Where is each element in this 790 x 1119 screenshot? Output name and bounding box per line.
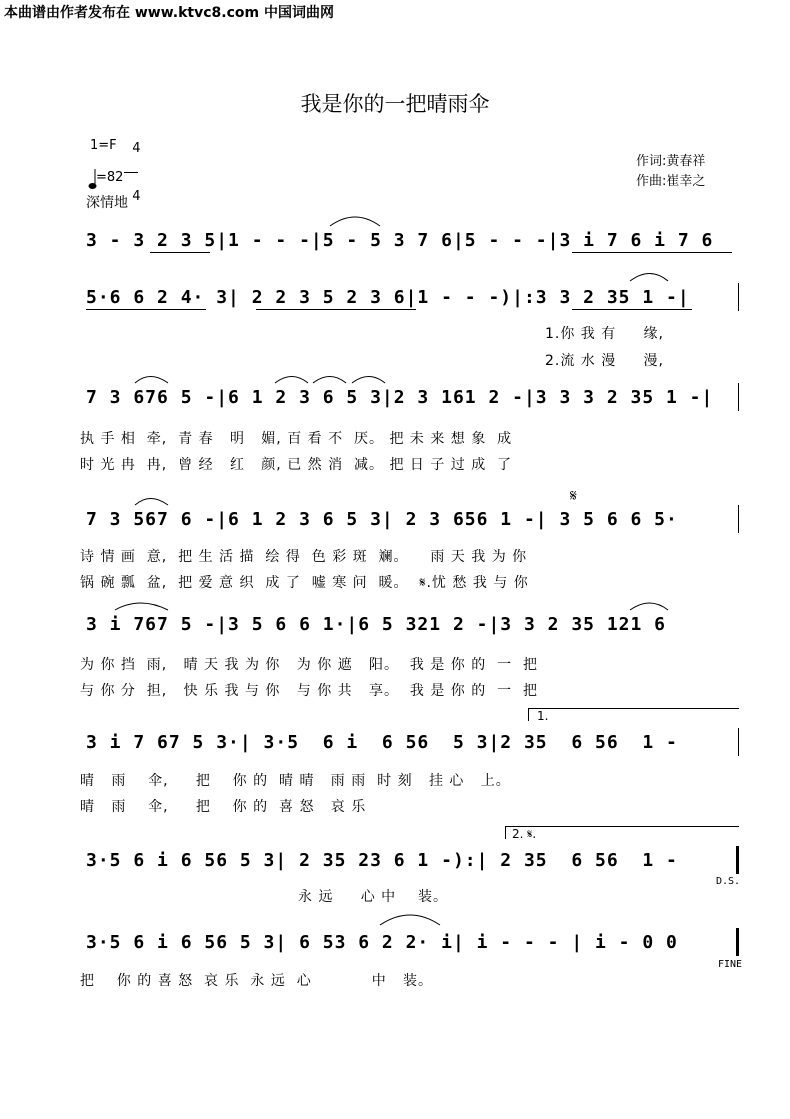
- slur-arc: [275, 377, 308, 384]
- beam-line: [572, 252, 732, 253]
- site-banner: 本曲谱由作者发布在 www.ktvc8.com 中国词曲网: [4, 5, 334, 21]
- lyric-row-6-verse-2: 晴 雨 伞, 把 你 的 喜 怒 哀 乐: [80, 799, 367, 815]
- lyric-row-6-verse-1: 晴 雨 伞, 把 你 的 晴 晴 雨 雨 时 刻 挂 心 上。: [80, 773, 511, 789]
- lyric-row-3-verse-1: 执 手 相 牵, 青 春 明 媚, 百 看 不 厌。 把 未 来 想 象 成: [80, 431, 513, 447]
- final-bar-line: [736, 846, 739, 874]
- notation-text: 3·5 6 i 6 56 5 3| 6 53 6 2 2· i| i - - - | i - 0 0: [86, 932, 678, 953]
- fine-mark: FINE: [718, 959, 743, 970]
- music-row-3: [80, 385, 740, 413]
- music-row-5: [80, 612, 740, 640]
- slur-arc: [115, 603, 168, 610]
- lyric-row-4-verse-1: 诗 情 画 意, 把 生 活 描 绘 得 色 彩 斑 斓。 雨 天 我 为 你: [80, 549, 528, 565]
- slur-arc: [135, 377, 168, 384]
- composer-credit: 作曲:崔幸之: [636, 174, 706, 189]
- final-bar-line: [736, 928, 739, 956]
- notation-text: 3·5 6 i 6 56 5 3| 2 35 23 6 1 -):| 2 35 6 56 1 -: [86, 850, 678, 871]
- lyric-intro-verse-2: 2.流 水 漫 漫,: [545, 353, 664, 369]
- bar-line: [738, 728, 739, 756]
- lyric-row-4-verse-2: 锅 碗 瓢 盆, 把 爱 意 织 成 了 嘘 寒 问 暖。 𝄋.忧 愁 我 与 你: [80, 575, 529, 591]
- expression-mark: 深情地: [86, 195, 128, 211]
- key-signature: 1=F: [90, 138, 117, 153]
- time-sig-bottom: 4: [132, 189, 141, 204]
- song-title: 我是你的一把晴雨伞: [300, 92, 490, 116]
- lyric-row-5-verse-1: 为 你 挡 雨, 晴 天 我 为 你 为 你 遮 阳。 我 是 你 的 一 把: [80, 657, 539, 673]
- slur-arc: [330, 217, 380, 226]
- slur-arc: [135, 499, 168, 506]
- beam-line: [86, 309, 206, 310]
- time-sig-top: 4: [132, 141, 141, 156]
- slur-arc: [380, 915, 440, 925]
- lyric-row-8: 把 你 的 喜 怒 哀 乐 永 远 心 中 装。: [80, 973, 434, 989]
- notation-text: 3 - 3 2 3 5|1 - - -|5 - 5 3 7 6|5 - - -|3 i 7 6 i 7 6: [86, 230, 714, 251]
- music-row-8: [80, 930, 740, 958]
- segno-sign: 𝄋: [570, 486, 577, 505]
- music-row-7: [80, 848, 740, 876]
- tempo-mark: =82: [96, 170, 124, 185]
- notation-text: 3 i 7 67 5 3·| 3·5 6 i 6 56 5 3|2 35 6 56 1 -: [86, 732, 678, 753]
- volta-2-label: 2. 𝄋.: [512, 827, 537, 841]
- volta-1-label: 1.: [537, 709, 549, 723]
- slur-arc: [352, 377, 385, 384]
- notation-text: 5·6 6 2 4· 3| 2 2 3 5 2 3 6|1 - - -)|:3 3 2 35 1 -|: [86, 287, 690, 308]
- lyric-row-5-verse-2: 与 你 分 担, 快 乐 我 与 你 与 你 共 享。 我 是 你 的 一 把: [80, 683, 539, 699]
- notation-text: 7 3 567 6 -|6 1 2 3 6 5 3| 2 3 656 1 -| 3 5 6 6 5·: [86, 509, 678, 530]
- slur-arc: [630, 603, 668, 610]
- music-row-4: [80, 507, 740, 535]
- notation-text: 7 3 676 5 -|6 1 2 3 6 5 3|2 3 161 2 -|3 3 3 2 35 1 -|: [86, 387, 714, 408]
- first-ending-bracket: [528, 708, 739, 721]
- lyric-row-7: 永 远 心 中 装。: [80, 889, 448, 905]
- bar-line: [738, 283, 739, 311]
- bar-line: [738, 383, 739, 411]
- slur-arc: [313, 377, 346, 384]
- ds-mark: D.S.: [716, 876, 741, 887]
- beam-line: [572, 309, 692, 310]
- slur-arc: [630, 274, 668, 282]
- time-sig-line: [124, 172, 138, 173]
- lyricist-credit: 作词:黄春祥: [636, 154, 706, 169]
- bar-line: [738, 505, 739, 533]
- lyric-row-3-verse-2: 时 光 冉 冉, 曾 经 红 颜, 已 然 消 减。 把 日 子 过 成 了: [80, 457, 513, 473]
- beam-line: [256, 309, 416, 310]
- beam-line: [150, 252, 210, 253]
- notation-text: 3 i 767 5 -|3 5 6 6 1·|6 5 321 2 -|3 3 2 35 121 6: [86, 614, 667, 635]
- second-ending-bracket: [505, 826, 739, 839]
- music-row-6: [80, 730, 740, 758]
- lyric-intro-verse-1: 1.你 我 有 缘,: [545, 326, 664, 342]
